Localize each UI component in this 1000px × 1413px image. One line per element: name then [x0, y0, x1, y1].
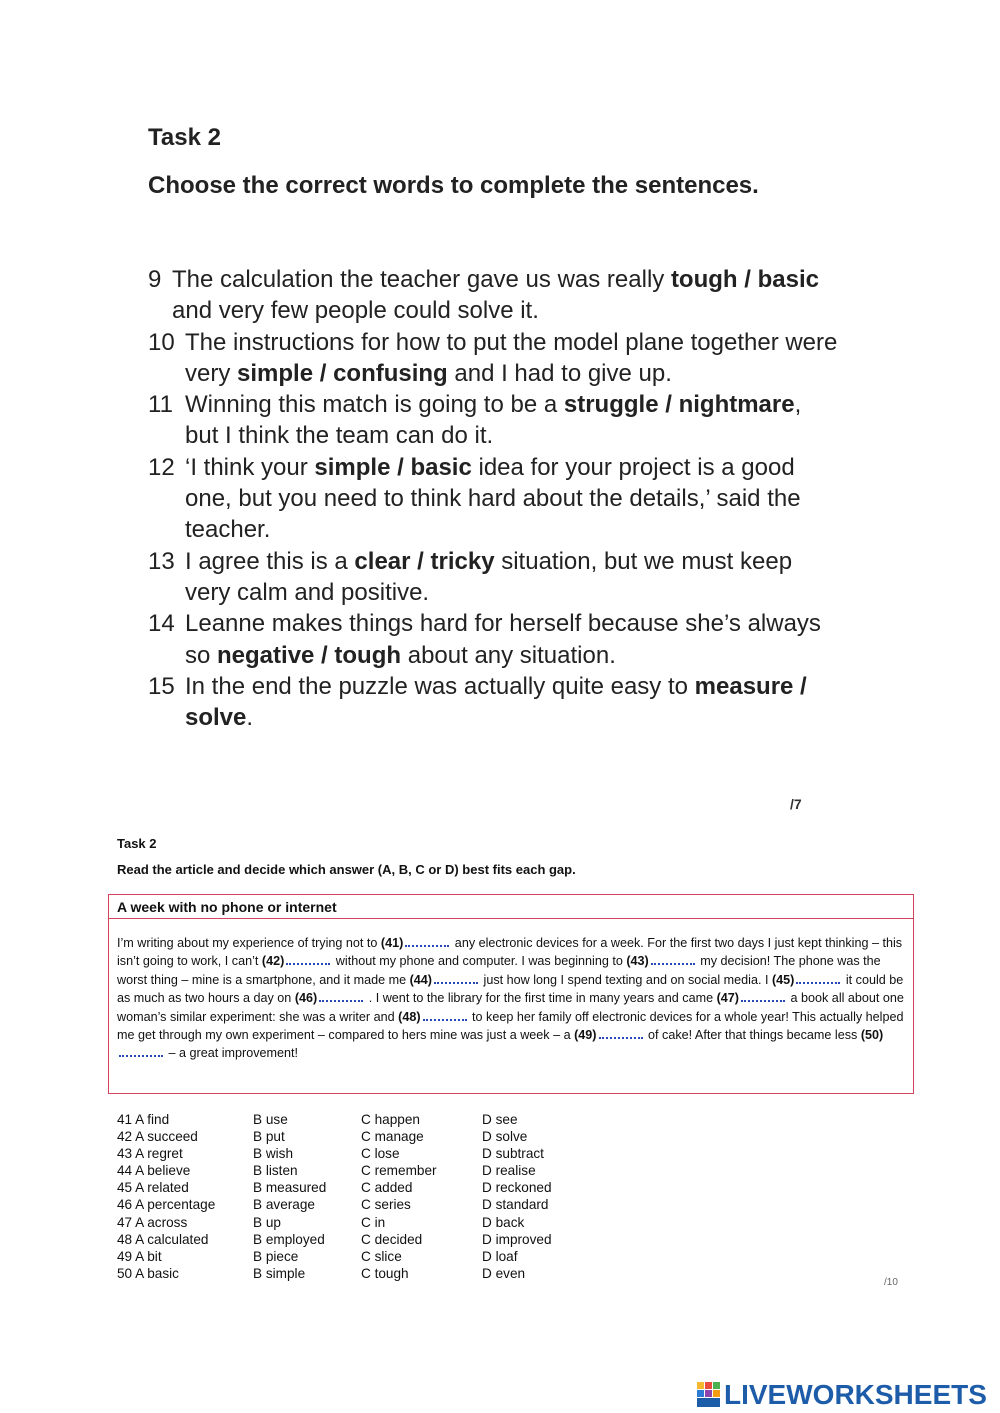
- gap-46-input[interactable]: [319, 991, 363, 1002]
- article-segment: of cake! After that things became less: [644, 1028, 861, 1043]
- option-d: D back: [482, 1214, 525, 1230]
- option-separator: /: [658, 391, 679, 419]
- option-b: B simple: [253, 1265, 306, 1281]
- option-a: 48 A calculated: [117, 1231, 209, 1247]
- word-option-1[interactable]: tough: [670, 266, 738, 293]
- options-row-48: [117, 1231, 592, 1248]
- gap-48-input[interactable]: [423, 1010, 467, 1021]
- sentence-text: ‘I think your: [185, 453, 315, 481]
- option-d: D realise: [482, 1163, 536, 1179]
- option-a: 41 A find: [117, 1112, 170, 1127]
- option-d: D improved: [482, 1231, 552, 1247]
- logo-icon: [697, 1382, 721, 1408]
- sentence-item-11: [148, 389, 838, 452]
- options-row-46: [117, 1196, 592, 1213]
- option-a: 49 A bit: [117, 1248, 162, 1264]
- option-d: D standard: [482, 1197, 549, 1213]
- sentence-text: The calculation the teacher gave us was really: [172, 266, 671, 293]
- article-segment: – a great improvement!: [165, 1046, 298, 1061]
- gap-number: (45): [771, 972, 795, 987]
- article-segment: to keep her family off electronic devices for a whole year! This actually helped me get through my own experiment – compared to hers mine was just a week – a: [117, 1009, 904, 1043]
- options-row-45: [117, 1179, 592, 1196]
- word-option-2[interactable]: nightmare: [678, 391, 795, 419]
- score-mark: /10: [884, 1277, 898, 1288]
- option-a: 44 A believe: [117, 1163, 191, 1179]
- gap-42-input[interactable]: [286, 954, 330, 965]
- option-d: D reckoned: [482, 1180, 552, 1196]
- option-c: C tough: [361, 1265, 409, 1281]
- word-option-1[interactable]: measure: [694, 672, 794, 700]
- score-mark: /7: [790, 796, 802, 812]
- option-a: 42 A succeed: [117, 1129, 198, 1145]
- word-option-2[interactable]: solve: [185, 704, 247, 732]
- word-option-1[interactable]: simple: [237, 359, 314, 387]
- gap-45-input[interactable]: [796, 973, 840, 984]
- liveworksheets-logo[interactable]: [697, 1379, 987, 1411]
- article-segment: a book all about one woman’s similar experiment: she was a writer and: [117, 991, 904, 1024]
- option-separator: /: [314, 641, 335, 669]
- options-row-42: [117, 1128, 592, 1145]
- option-d: D subtract: [482, 1146, 544, 1162]
- option-b: B employed: [253, 1231, 325, 1247]
- sentence-text: situation, but we must keep very calm and positive.: [185, 547, 793, 606]
- option-b: B up: [253, 1214, 281, 1230]
- article-box: [108, 894, 914, 1094]
- option-c: C manage: [361, 1129, 424, 1145]
- sentence-item-12: [148, 452, 838, 546]
- article-segment: it could be as much as two hours a day on: [117, 972, 904, 1006]
- sentence-item-15: [148, 671, 838, 734]
- gap-number: (41): [380, 936, 404, 950]
- options-row-41: [117, 1111, 592, 1128]
- gap-number: (42): [261, 954, 285, 969]
- article-segment: my decision! The phone was the worst thing – mine is a smartphone, and it made me: [117, 954, 881, 987]
- options-row-43: [117, 1145, 592, 1162]
- sentence-text: , but I think the team can do it.: [185, 391, 802, 450]
- article-segment: just how long I spend texting and on social media. I: [480, 972, 772, 987]
- gap-number: (48): [398, 1009, 421, 1024]
- gap-44-input[interactable]: [434, 973, 478, 984]
- word-option-1[interactable]: clear: [354, 547, 411, 575]
- option-separator: /: [313, 359, 334, 387]
- options-row-49: [117, 1248, 592, 1265]
- word-option-2[interactable]: confusing: [333, 359, 448, 387]
- sentence-text: I agree this is a: [185, 547, 355, 575]
- article-segment: I’m writing about my experience of trying not to: [117, 936, 381, 950]
- task-instruction: Read the article and decide which answer (A, B, C or D) best fits each gap.: [117, 862, 576, 877]
- task-title: Task 2: [117, 836, 157, 851]
- sentence-item-9: [148, 264, 838, 327]
- word-option-2[interactable]: basic: [757, 266, 819, 293]
- logo-text: LIVEWORKSHEETS: [724, 1379, 987, 1410]
- task-title: Task 2: [148, 124, 221, 151]
- option-a: 45 A related: [117, 1180, 189, 1196]
- sentence-text: In the end the puzzle was actually quite easy to: [185, 672, 695, 700]
- option-c: C slice: [361, 1248, 402, 1264]
- option-a: 46 A percentage: [117, 1197, 216, 1213]
- sentence-text: Leanne makes things hard for herself because she’s always so: [185, 610, 821, 669]
- option-b: B put: [253, 1129, 285, 1145]
- item-number: 11: [148, 391, 173, 419]
- gap-43-input[interactable]: [651, 954, 695, 965]
- option-separator: /: [390, 453, 411, 481]
- word-option-2[interactable]: tough: [334, 641, 402, 669]
- article-title: A week with no phone or internet: [109, 895, 913, 919]
- gap-49-input[interactable]: [599, 1028, 643, 1039]
- item-number: 9: [148, 266, 162, 293]
- word-option-2[interactable]: tricky: [430, 547, 495, 575]
- task-instruction: Choose the correct words to complete the sentences.: [148, 172, 759, 199]
- option-c: C lose: [361, 1146, 400, 1162]
- options-row-50: [117, 1265, 592, 1282]
- gap-number: (46): [294, 991, 318, 1006]
- item-number: 13: [148, 547, 175, 575]
- option-c: C added: [361, 1180, 413, 1196]
- option-b: B use: [253, 1112, 288, 1127]
- option-c: C series: [361, 1197, 411, 1213]
- option-b: B listen: [253, 1163, 298, 1179]
- sentence-text: about any situation.: [401, 641, 616, 669]
- option-b: B piece: [253, 1248, 299, 1264]
- option-c: C remember: [361, 1163, 437, 1179]
- option-a: 43 A regret: [117, 1146, 183, 1162]
- option-d: D loaf: [482, 1248, 518, 1264]
- option-d: D even: [482, 1265, 526, 1281]
- sentence-list: [148, 264, 838, 733]
- option-c: C happen: [361, 1112, 420, 1127]
- sentence-text: and very few people could solve it.: [172, 297, 539, 325]
- article-segment: any electronic devices for a week. For the first two days I just kept thinking – this isn’t going to work, I can’t: [117, 936, 903, 969]
- sentence-text: and I had to give up.: [447, 359, 672, 387]
- article-segment: without my phone and computer. I was beginning to: [332, 954, 627, 969]
- item-number: 15: [148, 672, 175, 700]
- option-b: B average: [253, 1197, 315, 1213]
- sentence-text: idea for your project is a good one, but you need to think hard about the details,’ said the teacher.: [185, 453, 801, 544]
- sentence-text: The instructions for how to put the model plane together were very: [185, 328, 838, 387]
- gap-number: (43): [626, 954, 649, 969]
- word-option-1[interactable]: negative: [217, 641, 315, 669]
- answer-options-table: [117, 1111, 592, 1282]
- item-number: 10: [148, 328, 175, 356]
- item-number: 14: [148, 610, 175, 638]
- gap-50-input[interactable]: [119, 1046, 163, 1057]
- option-d: D solve: [482, 1129, 528, 1145]
- word-option-2[interactable]: basic: [410, 453, 472, 481]
- word-option-1[interactable]: struggle: [563, 391, 659, 419]
- options-row-47: [117, 1214, 592, 1231]
- option-b: B measured: [253, 1180, 327, 1196]
- gap-41-input[interactable]: [405, 936, 449, 947]
- sentence-text: .: [246, 704, 254, 732]
- option-c: C decided: [361, 1231, 423, 1247]
- article-text: [109, 919, 913, 1063]
- gap-number: (50): [860, 1028, 884, 1043]
- option-separator: /: [793, 672, 807, 700]
- gap-number: (44): [409, 972, 433, 987]
- option-a: 50 A basic: [117, 1265, 179, 1281]
- word-option-1[interactable]: simple: [314, 453, 391, 481]
- sentence-item-13: [148, 546, 838, 609]
- option-separator: /: [737, 266, 758, 293]
- sentence-item-14: [148, 608, 838, 671]
- sentence-item-10: [148, 327, 838, 390]
- option-separator: /: [410, 547, 431, 575]
- option-b: B wish: [253, 1146, 294, 1162]
- gap-number: (49): [574, 1028, 597, 1043]
- sentence-text: Winning this match is going to be a: [185, 391, 564, 419]
- options-row-44: [117, 1162, 592, 1179]
- option-c: C in: [361, 1214, 386, 1230]
- gap-47-input[interactable]: [741, 991, 785, 1002]
- item-number: 12: [148, 453, 175, 481]
- option-d: D see: [482, 1112, 518, 1127]
- article-segment: . I went to the library for the first time in many years and came: [365, 991, 717, 1006]
- gap-number: (47): [716, 991, 739, 1006]
- option-a: 47 A across: [117, 1214, 188, 1230]
